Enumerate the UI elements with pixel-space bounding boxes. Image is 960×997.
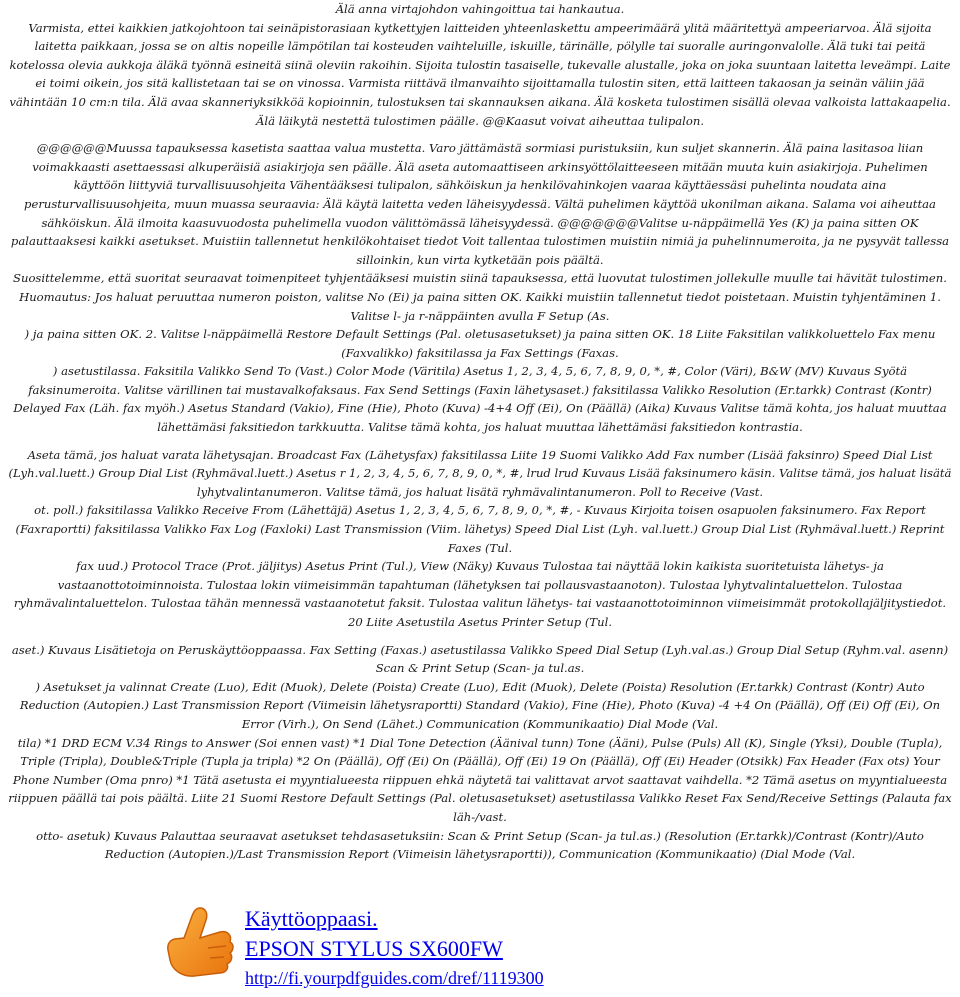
paragraph: tila) *1 DRD ECM V.34 Rings to Answer (Soi ennen vast) *1 Dial Tone Detection (Äänival tunn) Tone (Ääni), Pulse (Puls) All (K), Single (Yksi), Double (Tupla), Triple (Tripla), Double&Triple (Tupla ja tripla) *2 On (Päällä), Off (Ei) On (Päällä), Off (Ei) 19 On (Päällä), Off (Ei) Header (Otsikk) Fax Header (Fax ots) Your Phone Number (Oma pnro) *1 Tätä asetusta ei myyntialueesta riippuen ehkä näytetä tai valittavat arvot saattavat vaihdella. *2 Tämä asetus on myyntialueesta riippuen päällä tai pois päältä. Liite 21 Suomi Restore Default Settings (Pal. oletusasetukset) asetustilassa Valikko Reset Fax Send/Receive Settings (Palauta fax läh-/vast. bbox=[8, 735, 952, 824]
paragraph: Suosittelemme, että suoritat seuraavat toimenpiteet tyhjentääksesi muistin siinä tapauksessa, että luovutat tulostimen jollekulle muulle tai hävität tulostimen. Huomautus: Jos haluat peruuttaa numeron poiston, valitse No (Ei) ja paina sitten OK. Kaikki muistiin tallennetut tiedot poistetaan. Muistin tyhjentäminen 1. Valitse l- ja r-näppäinten avulla F Setup (As. bbox=[13, 271, 947, 323]
paragraph: ) ja paina sitten OK. 2. Valitse l-näppäimellä Restore Default Settings (Pal. oletusasetukset) ja paina sitten OK. 18 Liite Faksitilan valikkoluettelo Fax menu (Faxvalikko) faksitilassa ja Fax Settings (Faxas. bbox=[24, 327, 936, 360]
paragraph: ot. poll.) faksitilassa Valikko Receive From (Lähettäjä) Asetus 1, 2, 3, 4, 5, 6, 7, 8, 9, 0, *, #, - Kuvaus Kirjoita toisen osapuolen faksinumero. Fax Report (Faxraportti) faksitilassa Valikko Fax Log (Faxloki) Last Transmission (Viim. lähetys) Speed Dial List (Lyh. val.luett.) Group Dial List (Ryhmäval.luett.) Reprint Faxes (Tul. bbox=[15, 503, 945, 555]
paragraph: @@@@@@Muussa tapauksessa kasetista saattaa valua mustetta. Varo jättämästä sormiasi puristuksiin, kun suljet skannerin. Älä paina lasitasoa liian voimakkaasti asettaessasi alkuperäisiä asiakirjoja sen päälle. Älä aseta automaattiseen arkinsyöttölaitteeseen mitään muuta kuin asiakirjoja. Puhelimen käyttöön liittyviä turvallisuusohjeita Vähentääksesi tulipalon, sähköiskun ja henkilövahinkojen vaaraa käyttäessäsi puhelinta noudata aina perusturvallisuusohjeita, muun muassa seuraavia: Älä käytä laitetta veden läheisyydessä. Vältä puhelimen käyttöä ukonilman aikana. Salama voi aiheuttaa sähköiskun. Älä ilmoita kaasuvuodosta puhelimella vuodon välittömässä läheisyydessä. @@@@@@@Valitse u-näppäimellä Yes (K) ja paina sitten OK palauttaaksesi kaikki asetukset. Muistiin tallennetut henkilökohtaiset tiedot Voit tallentaa tulostimen muistiin nimiä ja puhelinnumeroita, ja ne pysyvät tallessa silloinkin, kun virta kytketään pois päältä. bbox=[10, 141, 950, 267]
footer-links bbox=[245, 904, 544, 992]
paragraph: aset.) Kuvaus Lisätietoja on Peruskäyttöoppaassa. Fax Setting (Faxas.) asetustilassa Valikko Speed Dial Setup (Lyh.val.as.) Group Dial Setup (Ryhm.val. asenn) Scan & Print Setup (Scan- ja tul.as. bbox=[11, 642, 949, 676]
footer bbox=[160, 900, 860, 997]
paragraph: ) asetustilassa. Faksitila Valikko Send To (Vast.) Color Mode (Väritila) Asetus 1, 2, 3, 4, 5, 6, 7, 8, 9, 0, *, #, Color (Väri), B&W (MV) Kuvaus Syötä faksinumeroita. Valitse värillinen tai mustavalkofaksaus. Fax Send Settings (Faxin lähetysaset.) faksitilassa Valikko Resolution (Er.tarkk) Contrast (Kontr) Delayed Fax (Läh. fax myöh.) Asetus Standard (Vakio), Fine (Hie), Photo (Kuva) -4+4 Off (Ei), On (Päällä) (Aika) Kuvaus Valitse tämä kohta, jos haluat muuttaa lähettämäsi faksitiedon tarkkuutta. Valitse tämä kohta, jos haluat muuttaa lähettämäsi faksitiedon kontrastia. bbox=[13, 364, 947, 435]
source-url-link[interactable]: http://fi.yourpdfguides.com/dref/1119300 bbox=[245, 968, 544, 988]
paragraph: ) Asetukset ja valinnat Create (Luo), Edit (Muok), Delete (Poista) Create (Luo), Edit (Muok), Delete (Poista) Resolution (Er.tarkk) Contrast (Kontr) Auto Reduction (Autopien.) Last Transmission Report (Viimeisin lähetysraportti) Standard (Vakio), Fine (Hie), Photo (Kuva) -4 +4 On (Päällä), Off (Ei) Off (Ei), On Error (Virh.), On Send (Lähet.) Communication (Kommunikaatio) Dial Mode (Val. bbox=[19, 679, 941, 731]
product-link[interactable]: EPSON STYLUS SX600FW bbox=[245, 936, 503, 961]
paragraph: Varmista, ettei kaikkien jatkojohtoon tai seinäpistorasiaan kytkettyjen laitteiden yhteenlaskettu ampeerimäärä ylitä määritettyä ampeeriarvoa. Älä sijoita laitetta paikkaan, jossa se on altis nopeille lämpötilan tai kosteuden vaihteluille, iskuille, tärinälle, pölylle tai suoralle auringonvalolle. Älä tuki tai peitä kotelossa olevia aukkoja äläkä työnnä esineitä siinä oleviin rakoihin. Sijoita tulostin tasaiselle, tukevalle alustalle, joka on joka suuntaan laitetta leveämpi. Laite ei toimi oikein, jos sitä kallistetaan tai se on vinossa. Varmista riittävä ilmanvaihto sijoittamalla tulostin siten, että laitteen takaosan ja seinän väliin jää vähintään 10 cm:n tila. Älä avaa skanneriyksikköä kopioinnin, tulostuksen tai skannauksen aikana. Älä kosketa tulostimen sisällä olevaa valkoista lattakaapelia. Älä läikytä nestettä tulostimen päälle. @@Kaasut voivat aiheuttaa tulipalon. bbox=[9, 20, 951, 128]
user-guide-link[interactable]: Käyttöoppaasi. bbox=[245, 906, 378, 931]
paragraph: Aseta tämä, jos haluat varata lähetysajan. Broadcast Fax (Lähetysfax) faksitilassa Liite 19 Suomi Valikko Add Fax number (Lisää faksinro) Speed Dial List (Lyh.val.luett.) Group Dial List (Ryhmäval.luett.) Asetus r 1, 2, 3, 4, 5, 6, 7, 8, 9, 0, *, #, lrud lrud Kuvaus Lisää faksinumero käsin. Valitse tämä, jos haluat lisätä lyhytvalintanumeron. Valitse tämä, jos haluat lisätä ryhmävalintanumeron. Poll to Receive (Vast. bbox=[8, 447, 952, 499]
document-body bbox=[6, 0, 954, 864]
paragraph: otto- asetuk) Kuvaus Palauttaa seuraavat asetukset tehdasasetuksiin: Scan & Print Setup (Scan- ja tul.as.) (Resolution (Er.tarkk)/Contrast (Kontr)/Auto Reduction (Autopien.)/Last Transmission Report (Viimeisin lähetysraportti)), Communication (Kommunikaatio) (Dial Mode (Val. bbox=[36, 828, 924, 862]
paragraph: Älä anna virtajohdon vahingoittua tai hankautua. bbox=[335, 2, 625, 16]
hand-pointer-icon bbox=[160, 904, 238, 984]
paragraph: fax uud.) Protocol Trace (Prot. jäljitys) Asetus Print (Tul.), View (Näky) Kuvaus Tulostaa tai näyttää lokin kaikista suoritetuista lähetys- ja vastaanottotoiminnoista. Tulostaa lokin viimeisimmän tapahtuman (lähetyksen tai pollausvastaanoton). Tulostaa lyhytvalintaluettelon. Tulostaa ryhmävalintaluettelon. Tulostaa tähän mennessä vastaanotetut faksit. Tulostaa valitun lähetys- tai vastaanottotoiminnon viimeisimmät protokollajäljitystiedot. 20 Liite Asetustila Asetus Printer Setup (Tul. bbox=[13, 559, 947, 629]
